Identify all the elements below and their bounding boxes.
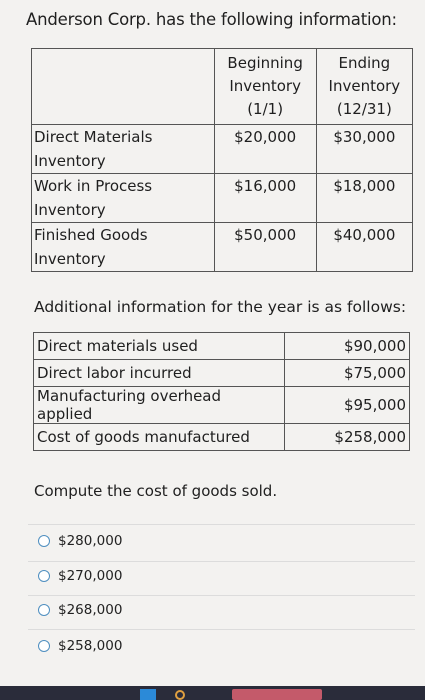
taskbar-browser-icon[interactable]: [175, 690, 185, 700]
radio-button[interactable]: [38, 604, 50, 616]
header-ending-line: Ending: [338, 54, 391, 72]
header-beginning-line: (1/1): [247, 100, 284, 118]
row-label-line: Inventory: [34, 201, 106, 219]
row-label-line: Direct Materials: [34, 128, 153, 146]
additional-value: $95,000: [285, 387, 410, 424]
option-divider: [28, 524, 415, 525]
row-label-line: Work in Process: [34, 177, 153, 195]
answer-option-1[interactable]: [38, 533, 122, 549]
radio-button[interactable]: [38, 535, 50, 547]
option-label: $258,000: [58, 638, 123, 654]
option-label: $270,000: [58, 568, 123, 584]
header-beginning-line: Beginning: [227, 54, 303, 72]
taskbar-app-icon[interactable]: [140, 689, 156, 700]
table-row: [34, 424, 410, 451]
additional-value: $75,000: [285, 360, 410, 387]
ending-value: $30,000: [316, 125, 412, 174]
table-row: [34, 387, 410, 424]
table-row: [32, 223, 413, 272]
additional-label: Direct labor incurred: [34, 360, 285, 387]
table-row: [34, 360, 410, 387]
additional-value: $90,000: [285, 333, 410, 360]
row-label-line: Inventory: [34, 152, 106, 170]
beginning-value: $50,000: [214, 223, 316, 272]
answer-option-3[interactable]: [38, 602, 122, 618]
additional-info-table: [33, 332, 410, 451]
taskbar-app-icon[interactable]: [232, 689, 322, 700]
additional-info-intro: Additional information for the year is as follows:: [34, 298, 407, 316]
header-ending-inventory: [316, 49, 412, 125]
option-divider: [28, 561, 415, 562]
row-label-direct-materials: [32, 125, 215, 174]
inventory-table: [31, 48, 413, 272]
inventory-header-blank: [32, 49, 215, 125]
option-label: $280,000: [58, 533, 123, 549]
ending-value: $40,000: [316, 223, 412, 272]
option-label: $268,000: [58, 602, 123, 618]
taskbar: [0, 686, 425, 700]
header-beginning-inventory: [214, 49, 316, 125]
beginning-value: $20,000: [214, 125, 316, 174]
header-ending-line: (12/31): [336, 100, 392, 118]
inventory-header-row: [32, 49, 413, 125]
table-row: [34, 333, 410, 360]
additional-label: Direct materials used: [34, 333, 285, 360]
table-row: [32, 174, 413, 223]
radio-button[interactable]: [38, 570, 50, 582]
problem-intro: Anderson Corp. has the following information:: [26, 10, 397, 29]
row-label-line: Finished Goods Inventory: [34, 226, 148, 268]
ending-value: $18,000: [316, 174, 412, 223]
answer-option-2[interactable]: [38, 568, 122, 584]
answer-option-4[interactable]: [38, 638, 122, 654]
header-beginning-line: Inventory: [229, 77, 301, 95]
table-row: [32, 125, 413, 174]
option-divider: [28, 629, 415, 630]
additional-label: Cost of goods manufactured: [34, 424, 285, 451]
additional-value: $258,000: [285, 424, 410, 451]
row-label-finished-goods: [32, 223, 215, 272]
radio-button[interactable]: [38, 640, 50, 652]
option-divider: [28, 595, 415, 596]
beginning-value: $16,000: [214, 174, 316, 223]
additional-label: Manufacturing overhead applied: [34, 387, 285, 424]
row-label-work-in-process: [32, 174, 215, 223]
question-text: Compute the cost of goods sold.: [34, 482, 278, 500]
header-ending-line: Inventory: [328, 77, 401, 95]
